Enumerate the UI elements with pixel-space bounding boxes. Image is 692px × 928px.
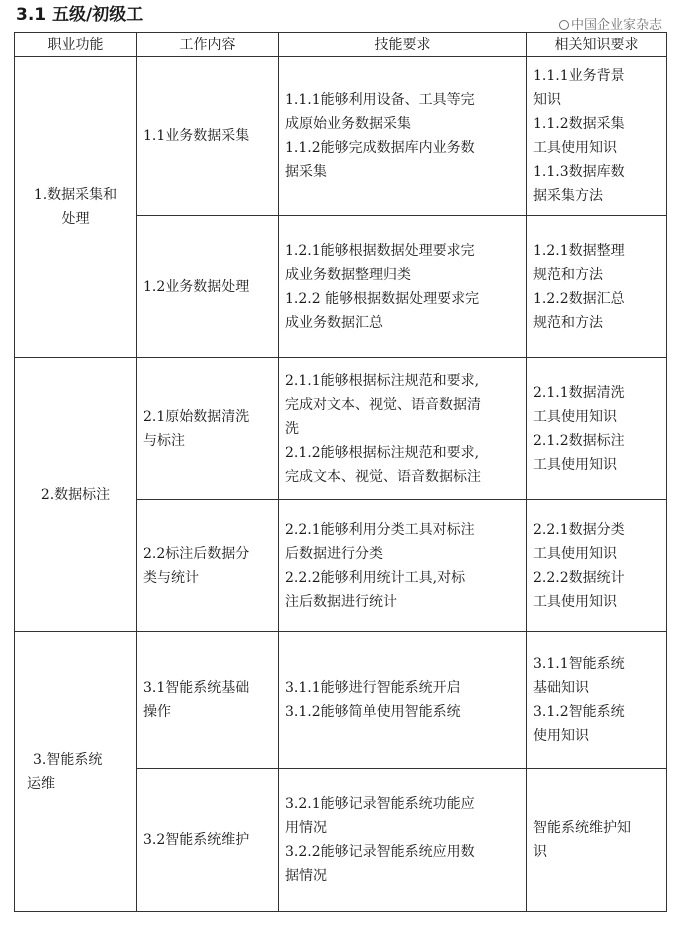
content-line: 1.2业务数据处理 xyxy=(143,278,250,295)
table-header-row xyxy=(15,33,667,57)
skill-line: 3.2.2能够记录智能系统应用数 xyxy=(285,844,475,860)
skill-line: 后数据进行分类 xyxy=(285,545,383,562)
knowledge-line: 识 xyxy=(533,844,547,860)
skill-cell xyxy=(279,216,527,358)
skill-cell xyxy=(279,57,527,216)
knowledge-line: 1.1.2数据采集 xyxy=(533,116,625,132)
table-row xyxy=(15,358,667,500)
knowledge-line: 2.2.1数据分类 xyxy=(533,521,625,538)
content-cell xyxy=(137,57,279,216)
skill-line: 完成对文本、视觉、语音数据清 xyxy=(285,396,481,413)
content-cell xyxy=(137,216,279,358)
skill-line: 完成文本、视觉、语音数据标注 xyxy=(285,468,481,485)
knowledge-line: 智能系统维护知 xyxy=(533,820,631,836)
skill-line: 3.1.1能够进行智能系统开启 xyxy=(285,680,461,696)
content-line: 类与统计 xyxy=(143,569,199,586)
knowledge-line: 使用知识 xyxy=(533,728,589,744)
skill-line: 据采集 xyxy=(285,164,327,180)
skill-cell xyxy=(279,358,527,500)
knowledge-cell xyxy=(527,632,667,769)
skill-line: 洗 xyxy=(285,420,299,437)
content-line: 3.2智能系统维护 xyxy=(143,832,250,848)
function-line: 2.数据标注 xyxy=(40,486,111,503)
knowledge-line: 3.1.1智能系统 xyxy=(533,656,625,672)
knowledge-line: 2.1.2数据标注 xyxy=(533,432,625,449)
knowledge-line: 2.2.2数据统计 xyxy=(533,569,625,586)
header-knowledge: 相关知识要求 xyxy=(527,33,667,57)
knowledge-line: 1.1.1业务背景 xyxy=(533,68,625,84)
knowledge-line: 1.2.2数据汇总 xyxy=(533,290,625,307)
content-line: 与标注 xyxy=(143,432,185,449)
function-line: 运维 xyxy=(27,775,55,792)
knowledge-line: 工具使用知识 xyxy=(533,545,617,562)
header-function: 职业功能 xyxy=(15,33,137,57)
knowledge-cell xyxy=(527,500,667,632)
section-title: 3.1 五级/初级工 xyxy=(16,5,144,25)
skill-cell xyxy=(279,632,527,769)
knowledge-line: 据采集方法 xyxy=(533,188,603,204)
occupation-skills-table xyxy=(14,32,667,912)
knowledge-line: 1.2.1数据整理 xyxy=(533,242,625,259)
content-line: 2.1原始数据清洗 xyxy=(143,408,250,425)
content-cell xyxy=(137,632,279,769)
knowledge-cell xyxy=(527,358,667,500)
skill-line: 成原始业务数据采集 xyxy=(285,116,411,132)
skill-line: 2.2.1能够利用分类工具对标注 xyxy=(285,521,475,538)
knowledge-line: 规范和方法 xyxy=(533,314,603,331)
function-cell xyxy=(15,57,137,358)
knowledge-line: 工具使用知识 xyxy=(533,140,617,156)
function-line: 3.智能系统 xyxy=(33,751,103,768)
knowledge-line: 知识 xyxy=(533,92,561,108)
knowledge-cell xyxy=(527,769,667,912)
table-row xyxy=(15,632,667,769)
header-skill: 技能要求 xyxy=(279,33,527,57)
knowledge-line: 工具使用知识 xyxy=(533,593,617,610)
skill-line: 2.2.2能够利用统计工具,对标 xyxy=(285,569,466,586)
skill-cell xyxy=(279,769,527,912)
content-line: 1.1业务数据采集 xyxy=(143,128,250,144)
skill-line: 1.2.1能够根据数据处理要求完 xyxy=(285,242,475,259)
knowledge-line: 3.1.2智能系统 xyxy=(533,704,625,720)
skill-line: 据情况 xyxy=(285,868,327,884)
weibo-icon xyxy=(559,20,569,30)
knowledge-line: 工具使用知识 xyxy=(533,456,617,473)
knowledge-line: 工具使用知识 xyxy=(533,408,617,425)
skill-line: 1.2.2 能够根据数据处理要求完 xyxy=(285,290,480,307)
knowledge-line: 1.1.3数据库数 xyxy=(533,164,625,180)
content-line: 操作 xyxy=(143,704,171,720)
header-content: 工作内容 xyxy=(137,33,279,57)
skill-line: 成业务数据整理归类 xyxy=(285,266,411,283)
skill-line: 2.1.2能够根据标注规范和要求, xyxy=(285,444,480,461)
function-line: 处理 xyxy=(61,211,90,227)
content-line: 3.1智能系统基础 xyxy=(143,680,250,696)
knowledge-line: 2.1.1数据清洗 xyxy=(533,384,625,401)
skill-line: 成业务数据汇总 xyxy=(285,314,383,331)
content-cell xyxy=(137,500,279,632)
knowledge-line: 基础知识 xyxy=(533,680,589,696)
table-row xyxy=(15,57,667,216)
content-cell xyxy=(137,769,279,912)
skill-line: 1.1.1能够利用设备、工具等完 xyxy=(285,92,475,108)
skill-line: 注后数据进行统计 xyxy=(285,593,397,610)
content-line: 2.2标注后数据分 xyxy=(143,545,250,562)
skill-cell xyxy=(279,500,527,632)
function-cell xyxy=(15,632,137,912)
skill-line: 2.1.1能够根据标注规范和要求, xyxy=(285,372,480,389)
skill-line: 3.2.1能够记录智能系统功能应 xyxy=(285,796,475,812)
skill-line: 3.1.2能够简单使用智能系统 xyxy=(285,704,461,720)
content-cell xyxy=(137,358,279,500)
watermark-text: 中国企业家杂志 xyxy=(570,18,662,33)
knowledge-cell xyxy=(527,57,667,216)
knowledge-line: 规范和方法 xyxy=(533,266,603,283)
knowledge-cell xyxy=(527,216,667,358)
function-cell xyxy=(15,358,137,632)
skill-line: 1.1.2能够完成数据库内业务数 xyxy=(285,140,475,156)
function-line: 1.数据采集和 xyxy=(33,187,118,203)
skill-line: 用情况 xyxy=(285,820,327,836)
